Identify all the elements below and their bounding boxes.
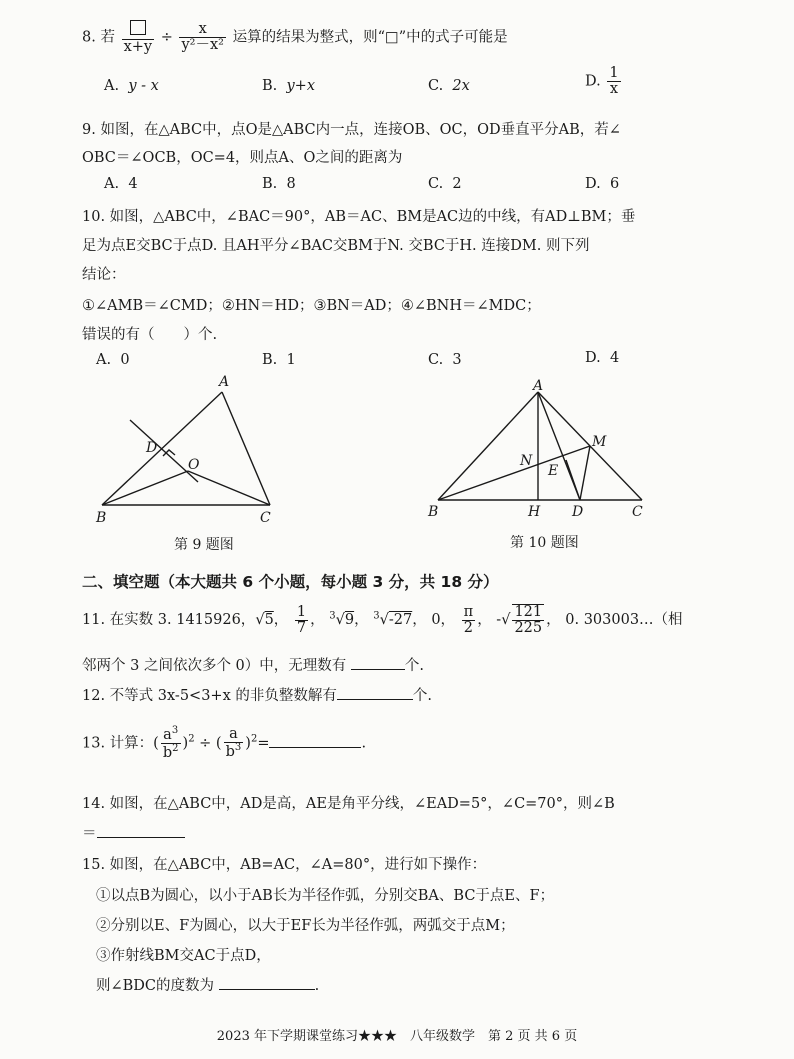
q13-answer-blank[interactable] xyxy=(269,747,361,748)
q13-exp2: 2 xyxy=(250,733,258,745)
fig10-segment-ed xyxy=(566,460,580,500)
q9-line-1: 9. 如图，在△ABC中，点O是△ABC内一点，连接OB、OC，OD垂直平分AB，若∠ xyxy=(82,122,621,138)
q9-option-d: D. 6 xyxy=(585,176,620,192)
q11-frac-1-7: $\frac{1}{7}$ xyxy=(296,603,307,636)
q10-line-2: 足为点E交BC于点D. 且AH平分∠BAC交BM于N. 交BC于H. 连接DM. 则下列 xyxy=(82,238,590,254)
q8-div: ÷ xyxy=(160,29,173,46)
q13-frac-a-b3: $\frac{a}{b^3}$ xyxy=(225,725,242,760)
q15-line-1: 15. 如图，在△ABC中，AB=AC，∠A=80°，进行如下操作： xyxy=(82,857,487,873)
q11-line2-text: 邻两个 3 之间依次多个 0）中，无理数有 xyxy=(82,658,347,674)
q8-den1: x+y xyxy=(123,39,153,56)
fig9-label-b: B xyxy=(96,510,107,526)
q15-step-2: ②分别以E、F为圆心，以大于EF长为半径作弧，两弧交于点M； xyxy=(96,918,515,934)
q15-end: . xyxy=(314,978,320,994)
q8-post: 运算的结果为整式，则“□”中的式子可能是 xyxy=(232,29,508,46)
q11-frac-121-225: $\frac{121}{225}$ xyxy=(514,604,543,637)
q10-option-a: A. 0 xyxy=(96,352,130,368)
q10-option-c: C. 3 xyxy=(428,352,462,368)
q8-option-b: B. y+x xyxy=(262,78,316,94)
fig10-caption: 第 10 题图 xyxy=(510,535,579,551)
q13-frac-a3-b2: $\frac{a^3}{b^2}$ xyxy=(162,725,179,761)
q11-line-1: 11. 在实数 3. 1415926，√5， $\frac{1}{7}$ ， $^3$√9， $^3$√-27， 0， $\frac{\pi}{2}$ ， -√ $\frac{121}{225}$ ， 0. 303003…（相 xyxy=(82,603,683,637)
q11-cbrt9-index: 3 xyxy=(329,610,336,622)
q10-line-4: ①∠AMB＝∠CMD；②HN＝HD；③BN＝AD；④∠BNH＝∠MDC； xyxy=(82,298,541,314)
q11-sqrt5: 5 xyxy=(264,612,274,629)
q14-line-2 xyxy=(82,822,185,843)
q11-cbrt27: -27 xyxy=(388,612,413,629)
q11-cbrt27-index: 3 xyxy=(373,610,380,622)
q13-exp1: 2 xyxy=(188,733,195,745)
q11-neg: - xyxy=(496,612,502,629)
q11-line-2 xyxy=(82,654,424,675)
q14-answer-blank[interactable] xyxy=(97,837,185,838)
blank-box xyxy=(130,20,146,35)
fig10-label-a: A xyxy=(533,378,544,394)
q8-option-c: C. 2x xyxy=(428,78,470,94)
fig10-side-ab xyxy=(438,392,538,500)
q12-line xyxy=(82,684,432,705)
page-footer: 2023 年下学期课堂练习★★★ 八年级数学 第 2 页 共 6 页 xyxy=(216,1029,578,1044)
section-2-title: 二、填空题（本大题共 6 个小题，每小题 3 分，共 18 分） xyxy=(82,573,499,591)
q15-last-text: 则∠BDC的度数为 xyxy=(96,978,215,994)
fig10-segment-dm xyxy=(580,446,590,500)
q11-frac-pi-2: $\frac{\pi}{2}$ xyxy=(463,603,474,636)
fig10-label-c: C xyxy=(632,504,643,520)
q11-pre: 11. 在实数 3. 1415926， xyxy=(82,612,256,629)
q14-line-1: 14. 如图，在△ABC中，AD是高，AE是角平分线，∠EAD=5°，∠C=70°，则∠B xyxy=(82,796,615,812)
fig10-label-h: H xyxy=(528,504,541,520)
q13-eq: = xyxy=(257,735,270,752)
figure-9 xyxy=(90,370,290,530)
fig10-segment-bm xyxy=(438,446,590,500)
q10-line-1: 10. 如图，△ABC中，∠BAC＝90°，AB＝AC、BM是AC边的中线，有AD⊥BM；垂 xyxy=(82,209,636,225)
fig10-label-n: N xyxy=(520,453,533,469)
figure-10 xyxy=(420,378,660,523)
q13-end: . xyxy=(361,735,367,752)
q15-step-1: ①以点B为圆心，以小于AB长为半径作弧，分别交BA、BC于点E、F； xyxy=(96,888,555,904)
q11-zero: 0， xyxy=(431,612,456,629)
fig9-label-d: D xyxy=(146,440,158,456)
q8-fraction-1 xyxy=(122,20,155,55)
q11-line2-end: 个. xyxy=(404,658,424,674)
q8-pre: 若 xyxy=(100,29,115,46)
q14-line2-text: ＝ xyxy=(82,826,97,842)
fig9-label-o: O xyxy=(188,457,200,473)
q8-option-d: D. $\frac{1}{x}$ xyxy=(585,65,619,98)
q12-end: 个. xyxy=(412,688,432,704)
q13-pre: 13. 计算： xyxy=(82,735,154,752)
q12-answer-blank[interactable] xyxy=(337,699,413,700)
fig10-label-b: B xyxy=(428,504,439,520)
q8-line xyxy=(82,20,508,55)
fig9-label-a: A xyxy=(219,374,230,390)
q9-option-a: A. 4 xyxy=(104,176,138,192)
q10-option-d: D. 4 xyxy=(585,350,620,366)
fig9-caption: 第 9 题图 xyxy=(174,537,234,553)
q8-fraction-2 xyxy=(179,22,226,53)
q10-line-3: 结论： xyxy=(82,267,126,283)
q9-option-b: B. 8 xyxy=(262,176,296,192)
q12-text: 12. 不等式 3x-5<3+x 的非负整数解有 xyxy=(82,688,337,704)
fig10-label-e: E xyxy=(548,463,559,479)
q8-option-a: A. y - x xyxy=(104,78,159,94)
fig9-label-c: C xyxy=(260,510,271,526)
fig9-segment-ob xyxy=(102,471,188,505)
q11-cbrt9: 9 xyxy=(344,612,355,629)
q9-line-2: OBC＝∠OCB，OC=4，则点A、O之间的距离为 xyxy=(82,150,403,166)
q13-line: 13. 计算：( $\frac{a^3}{b^2}$ )$^2$ ÷ ( $\frac{a}{b^3}$ )$^2$= . xyxy=(82,725,367,761)
q15-step-3: ③作射线BM交AC于点D， xyxy=(96,948,271,964)
q8-number: 8. xyxy=(82,29,96,46)
q13-div: ÷ xyxy=(199,735,212,752)
fig10-label-d: D xyxy=(572,504,584,520)
q8-den2: y²－x² xyxy=(181,37,224,54)
q15-answer-blank[interactable] xyxy=(219,989,315,990)
q11-answer-blank[interactable] xyxy=(351,669,405,670)
q10-option-b: B. 1 xyxy=(262,352,296,368)
q15-last xyxy=(96,974,319,995)
q9-option-c: C. 2 xyxy=(428,176,462,192)
q11-tail: 0. 303003…（相 xyxy=(565,612,683,629)
q10-line-5: 错误的有（ ）个. xyxy=(82,327,218,343)
fig10-label-m: M xyxy=(592,434,607,450)
q8-num2: x xyxy=(179,22,226,38)
